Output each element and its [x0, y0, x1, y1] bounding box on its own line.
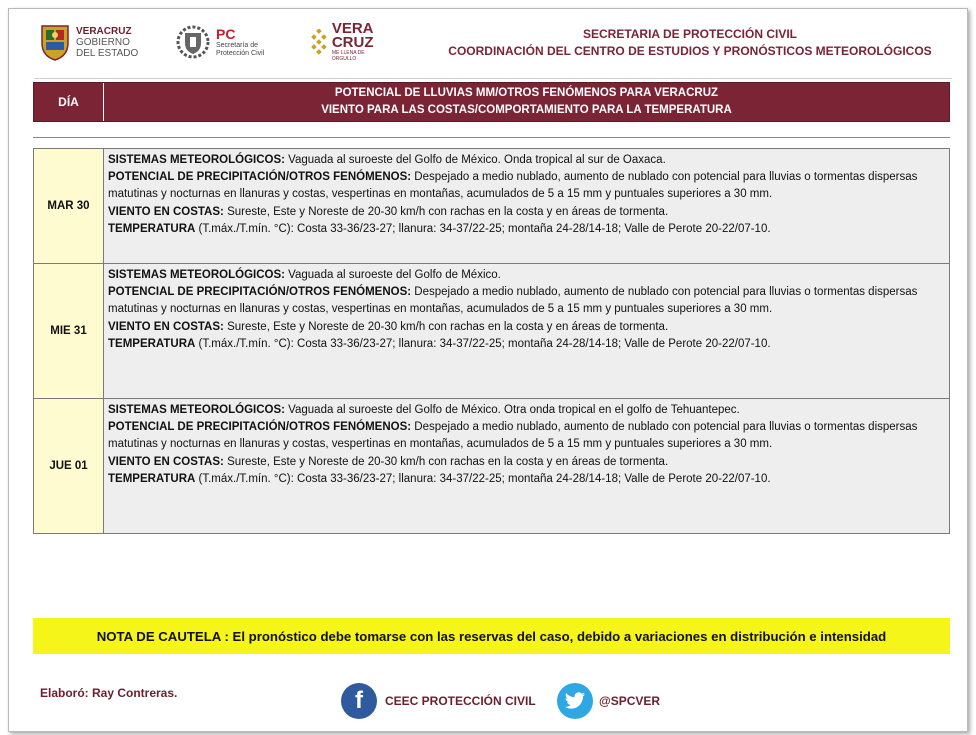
veracruz-brand-logo: [310, 20, 390, 64]
header-divider: [34, 78, 952, 79]
logo-pc-abbr: PC: [216, 25, 236, 42]
viento-text: Sureste, Este y Noreste de 20-30 km/h con rachas en la costa y en áreas de tormenta.: [223, 320, 669, 333]
logo-pc-line2: Protección Civil: [216, 49, 265, 57]
logo-vc-line2: CRUZ: [331, 34, 374, 51]
viento-label: VIENTO EN COSTAS:: [108, 205, 224, 218]
sistemas-text: Vaguada al suroeste del Golfo de México. Otra onda tropical en el golfo de Tehuantepec.: [284, 404, 740, 416]
org-line2: COORDINACIÓN DEL CENTRO DE ESTUDIOS Y PRONÓSTICOS METEOROLÓGICOS: [448, 44, 932, 58]
forecast-table: [33, 148, 950, 534]
sistemas-label: SISTEMAS METEOROLÓGICOS:: [108, 404, 285, 416]
day-cell: MAR 30: [34, 149, 104, 263]
table-divider: [33, 137, 950, 138]
org-line1: SECRETARIA DE PROTECCIÓN CIVIL: [582, 27, 797, 41]
organization-heading: [430, 26, 950, 60]
precip-text: Despejado a medio nublado, aumento de nublado con potencial para lluvias o tormentas dispersas matutinas y nocturnas en llanuras y costas, vespertinas en montañas, acumulados de 5 a 15 mm y puntuales superiores a 30 mm.: [108, 421, 918, 451]
coat-of-arms-icon: [40, 23, 70, 61]
logo-veracruz-line3: DEL ESTADO: [76, 47, 139, 59]
logo-veracruz-line2: GOBIERNO: [76, 36, 130, 48]
logo-pc-line1: Secretaría de: [216, 41, 259, 49]
forecast-row: [34, 264, 949, 399]
caution-note: NOTA DE CAUTELA : El pronóstico debe tomarse con las reservas del caso, debido a variaciones en distribución e intensidad: [33, 618, 950, 654]
brand-pattern-icon: [310, 29, 328, 55]
viento-label: VIENTO EN COSTAS:: [108, 455, 224, 468]
pc-seal-icon: [176, 25, 210, 59]
day-cell: MIE 31: [34, 264, 104, 398]
sistemas-label: SISTEMAS METEOROLÓGICOS:: [108, 269, 285, 281]
viento-label: VIENTO EN COSTAS:: [108, 320, 224, 333]
day-cell: JUE 01: [34, 399, 104, 533]
logo-vc-slogan: ME LLENA DE ORGULLO: [331, 50, 365, 62]
twitter-icon[interactable]: [557, 683, 593, 719]
temp-text: (T.máx./T.mín. °C): Costa 33-36/23-27; llanura: 34-37/22-25; montaña 24-28/14-18; Valle de Perote 20-22/07-10.: [195, 222, 771, 235]
sistemas-label: SISTEMAS METEOROLÓGICOS:: [108, 154, 285, 166]
viento-text: Sureste, Este y Noreste de 20-30 km/h con rachas en la costa y en áreas de tormenta.: [223, 455, 669, 468]
temp-label: TEMPERATURA: [108, 222, 196, 235]
twitter-link[interactable]: [557, 683, 660, 719]
sistemas-text: Vaguada al suroeste del Golfo de México. Onda tropical al sur de Oaxaca.: [284, 154, 666, 166]
forecast-row: [34, 149, 949, 264]
forecast-row: [34, 399, 949, 533]
veracruz-government-logo: [40, 20, 160, 64]
temp-label: TEMPERATURA: [108, 472, 196, 485]
forecast-cell: [104, 149, 949, 263]
temp-text: (T.máx./T.mín. °C): Costa 33-36/23-27; llanura: 34-37/22-25; montaña 24-28/14-18; Valle de Perote 20-22/07-10.: [195, 337, 771, 350]
forecast-column-header: [104, 83, 949, 121]
precip-text: Despejado a medio nublado, aumento de nublado con potencial para lluvias o tormentas dispersas matutinas y nocturnas en llanuras y costas, vespertinas en montañas, acumulados de 5 a 15 mm y puntuales superiores a 30 mm.: [108, 286, 918, 316]
title-line2: VIENTO PARA LAS COSTAS/COMPORTAMIENTO PARA LA TEMPERATURA: [321, 104, 732, 116]
facebook-link[interactable]: [341, 683, 536, 719]
title-line1: POTENCIAL DE LLUVIAS MM/OTROS FENÓMENOS PARA VERACRUZ: [334, 87, 719, 99]
forecast-title-bar: [33, 82, 950, 122]
precip-label: POTENCIAL DE PRECIPITACIÓN/OTROS FENÓMENOS:: [108, 421, 412, 434]
facebook-label[interactable]: CEEC PROTECCIÓN CIVIL: [385, 694, 536, 708]
viento-text: Sureste, Este y Noreste de 20-30 km/h con rachas en la costa y en áreas de tormenta.: [223, 205, 669, 218]
precip-text: Despejado a medio nublado, aumento de nublado con potencial para lluvias o tormentas dispersas matutinas y nocturnas en llanuras y costas, vespertinas en montañas, acumulados de 5 a 15 mm y puntuales superiores a 30 mm.: [108, 171, 918, 201]
twitter-label[interactable]: @SPCVER: [599, 694, 661, 708]
logo-vc-line1: VERA: [331, 20, 374, 37]
forecast-cell: [104, 264, 949, 398]
precip-label: POTENCIAL DE PRECIPITACIÓN/OTROS FENÓMENOS:: [108, 286, 412, 299]
sistemas-text: Vaguada al suroeste del Golfo de México.: [284, 269, 501, 281]
day-column-header: DÍA: [34, 83, 104, 121]
temp-text: (T.máx./T.mín. °C): Costa 33-36/23-27; llanura: 34-37/22-25; montaña 24-28/14-18; Valle de Perote 20-22/07-10.: [195, 472, 771, 485]
proteccion-civil-logo: [176, 20, 306, 64]
forecast-cell: [104, 399, 949, 533]
author-credit: Elaboró: Ray Contreras.: [40, 686, 178, 700]
logo-veracruz-line1: VERACRUZ: [76, 25, 132, 37]
temp-label: TEMPERATURA: [108, 337, 196, 350]
facebook-icon[interactable]: f: [341, 683, 377, 719]
precip-label: POTENCIAL DE PRECIPITACIÓN/OTROS FENÓMENOS:: [108, 171, 412, 184]
